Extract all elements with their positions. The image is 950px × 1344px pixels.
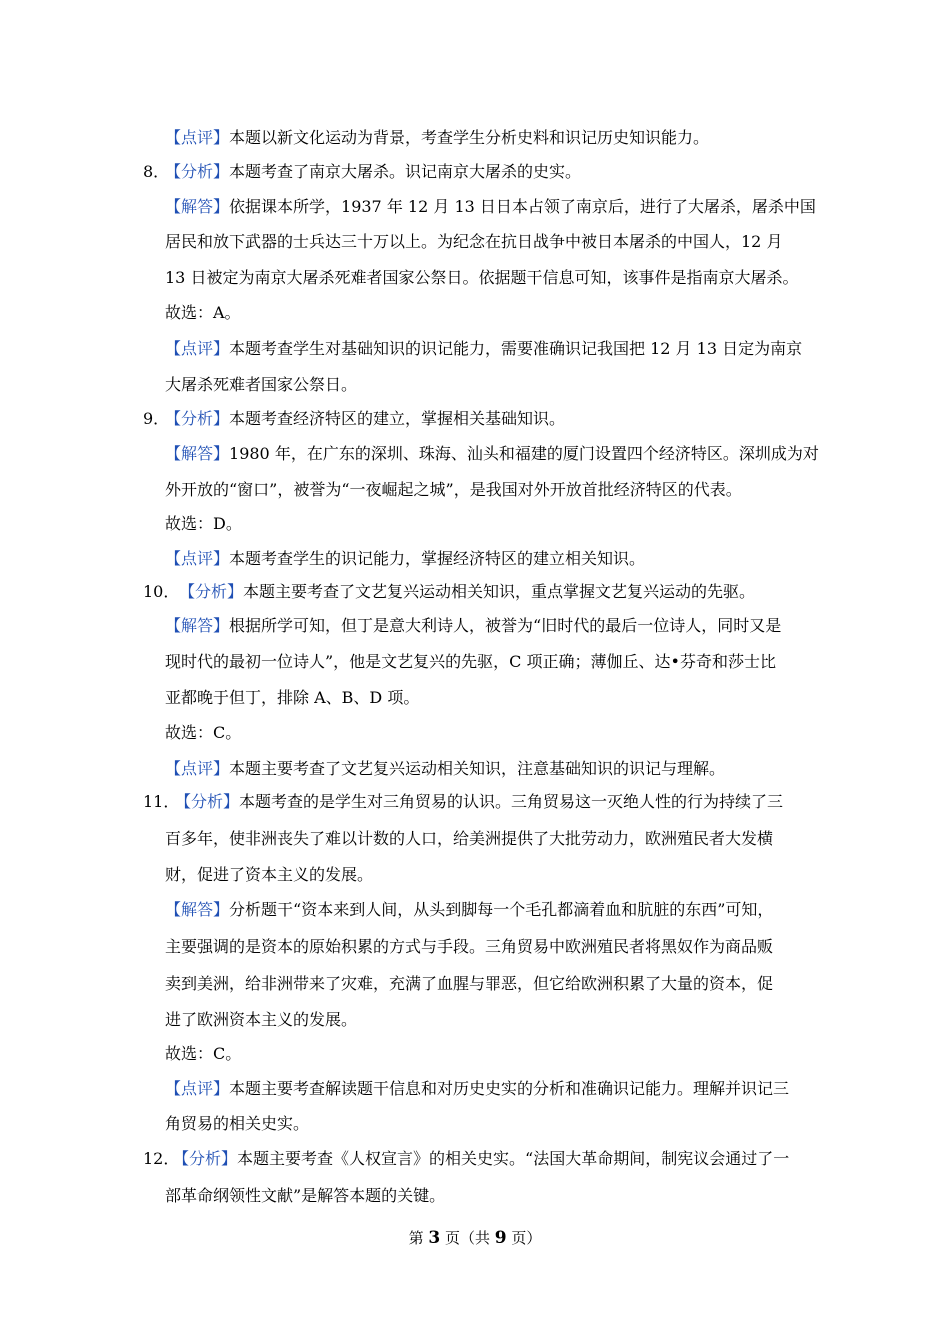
- q11-answer-line-2: 主要强调的是资本的原始积累的方式与手段。三角贸易中欧洲殖民者将黑奴作为商品贩: [165, 937, 774, 956]
- q11-review-line-1: 【点评】本题主要考查解读题干信息和对历史史实的分析和准确识记能力。理解并识记三: [165, 1079, 790, 1098]
- q12-number: 12．: [143, 1149, 180, 1168]
- q9-answer-line-1: 【解答】1980 年，在广东的深圳、珠海、汕头和福建的厦门设置四个经济特区。深圳成为对: [165, 444, 819, 463]
- q8-answer-line-1: 【解答】依据课本所学，1937 年 12 月 13 日日本占领了南京后，进行了大屠杀，屠杀中国: [165, 197, 816, 216]
- q8-answer-line-3: 13 日被定为南京大屠杀死难者国家公祭日。依据题干信息可知，该事件是指南京大屠杀。: [165, 268, 799, 287]
- analysis-tag: 【分析】: [173, 1149, 238, 1168]
- q11-review-line-2: 角贸易的相关史实。: [165, 1114, 310, 1133]
- q8-choice: 故选：A。: [165, 303, 241, 322]
- answer-tag: 【解答】: [165, 616, 230, 635]
- q7-review: 【点评】本题以新文化运动为背景，考查学生分析史料和识记历史知识能力。: [165, 128, 710, 147]
- current-page-number: 3: [428, 1228, 441, 1248]
- total-pages-number: 9: [494, 1228, 507, 1248]
- q10-review: 【点评】本题主要考查了文艺复兴运动相关知识，注意基础知识的识记与理解。: [165, 759, 726, 778]
- review-tag: 【点评】: [165, 549, 230, 568]
- q9-answer-line-2: 外开放的“窗口”，被誉为“一夜崛起之城”，是我国对外开放首批经济特区的代表。: [165, 480, 742, 499]
- review-tag: 【点评】: [165, 759, 230, 778]
- q11-analysis-line-1: 【分析】本题考查的是学生对三角贸易的认识。三角贸易这一灭绝人性的行为持续了三: [175, 792, 784, 811]
- q10-answer-line-1: 【解答】根据所学可知，但丁是意大利诗人，被誉为“旧时代的最后一位诗人，同时又是: [165, 616, 782, 635]
- q11-answer-line-4: 进了欧洲资本主义的发展。: [165, 1010, 358, 1029]
- q10-answer-line-3: 亚都晚于但丁，排除 A、B、D 项。: [165, 688, 420, 707]
- q10-analysis: 【分析】本题主要考查了文艺复兴运动相关知识，重点掌握文艺复兴运动的先驱。: [179, 582, 756, 601]
- q11-analysis-line-2: 百多年，使非洲丧失了难以计数的人口，给美洲提供了大批劳动力，欧洲殖民者大发横: [165, 829, 774, 848]
- q8-review-line-2: 大屠杀死难者国家公祭日。: [165, 375, 358, 394]
- q10-choice: 故选：C。: [165, 723, 242, 742]
- q8-review-line-1: 【点评】本题考查学生对基础知识的识记能力，需要准确识记我国把 12 月 13 日定为南京: [165, 339, 803, 358]
- analysis-tag: 【分析】: [179, 582, 244, 601]
- analysis-tag: 【分析】: [165, 409, 230, 428]
- q12-analysis-line-2: 部革命纲领性文献”是解答本题的关键。: [165, 1186, 446, 1205]
- review-tag: 【点评】: [165, 339, 230, 358]
- q9-review: 【点评】本题考查学生的识记能力，掌握经济特区的建立相关知识。: [165, 549, 646, 568]
- q9-choice: 故选：D。: [165, 514, 242, 533]
- q8-number: 8．: [143, 162, 170, 181]
- q11-choice: 故选：C。: [165, 1044, 242, 1063]
- analysis-tag: 【分析】: [175, 792, 240, 811]
- page-footer: 第 3 页（共 9 页）: [408, 1228, 542, 1248]
- q9-analysis: 【分析】本题考查经济特区的建立，掌握相关基础知识。: [165, 409, 566, 428]
- q8-analysis: 【分析】本题考查了南京大屠杀。识记南京大屠杀的史实。: [165, 162, 582, 181]
- q11-answer-line-1: 【解答】分析题干“资本来到人间，从头到脚每一个毛孔都滴着血和肮脏的东西”可知，: [165, 900, 774, 919]
- q10-answer-line-2: 现时代的最初一位诗人”，他是文艺复兴的先驱，C 项正确；薄伽丘、达•芬奇和莎士比: [165, 652, 776, 671]
- q9-number: 9．: [143, 409, 170, 428]
- q10-number: 10．: [143, 582, 180, 601]
- answer-tag: 【解答】: [165, 444, 230, 463]
- q12-analysis-line-1: 【分析】本题主要考查《人权宣言》的相关史实。“法国大革命期间，制宪议会通过了一: [173, 1149, 790, 1168]
- analysis-tag: 【分析】: [165, 162, 230, 181]
- answer-tag: 【解答】: [165, 900, 230, 919]
- q8-answer-line-2: 居民和放下武器的士兵达三十万以上。为纪念在抗日战争中被日本屠杀的中国人，12 月: [165, 232, 783, 251]
- answer-tag: 【解答】: [165, 197, 230, 216]
- q11-analysis-line-3: 财，促进了资本主义的发展。: [165, 865, 374, 884]
- review-tag: 【点评】: [165, 1079, 230, 1098]
- q11-number: 11．: [143, 792, 180, 811]
- review-tag: 【点评】: [165, 128, 230, 147]
- q11-answer-line-3: 卖到美洲，给非洲带来了灾难，充满了血腥与罪恶，但它给欧洲积累了大量的资本，促: [165, 974, 774, 993]
